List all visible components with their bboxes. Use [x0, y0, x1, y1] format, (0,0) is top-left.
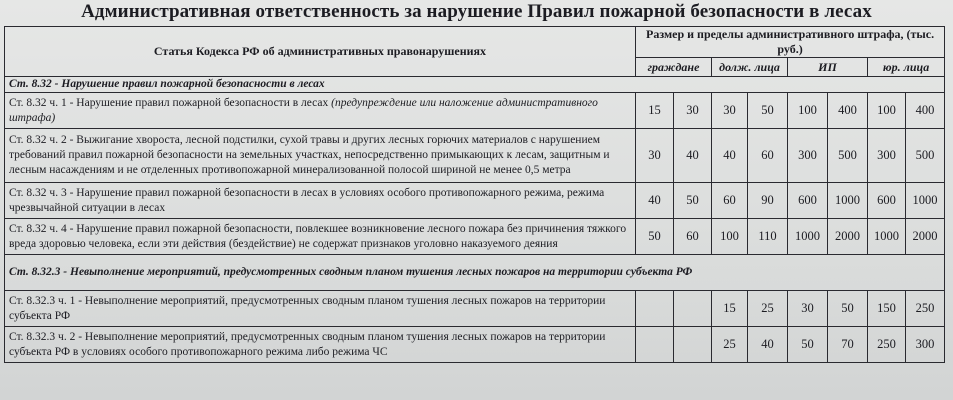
fine-officials-min: 60	[712, 183, 748, 219]
fine-legal-max: 250	[906, 291, 945, 327]
subheader-citizens: граждане	[636, 58, 712, 77]
fine-legal-min: 100	[868, 93, 906, 129]
fine-entrepreneurs-min: 1000	[788, 219, 828, 255]
article-description: Ст. 8.32.3 ч. 1 - Невыполнение мероприятий, предусмотренных сводным планом тушения лесных пожаров на территории субъекта РФ	[5, 291, 636, 327]
subheader-legal-entities: юр. лица	[868, 58, 945, 77]
fine-entrepreneurs-min: 600	[788, 183, 828, 219]
fine-legal-max: 500	[906, 129, 945, 183]
article-column-header: Статья Кодекса РФ об административных правонарушениях	[5, 27, 636, 77]
fine-citizens-min: 30	[636, 129, 674, 183]
fine-entrepreneurs-min: 100	[788, 93, 828, 129]
article-note: (предупреждение или наложение административного штрафа)	[9, 96, 598, 124]
fine-citizens-max	[674, 327, 712, 363]
fine-legal-max: 400	[906, 93, 945, 129]
article-description: Ст. 8.32 ч. 4 - Нарушение правил пожарной безопасности, повлекшее возникновение лесного пожара без причинения тяжкого вреда здоровью человека, если эти действия (бездействие) не содержат признаков уголовно наказуемого деяния	[5, 219, 636, 255]
section-title: Ст. 8.32.3 - Невыполнение мероприятий, предусмотренных сводным планом тушения лесных пожаров на территории субъекта РФ	[5, 255, 945, 291]
fine-entrepreneurs-min: 300	[788, 129, 828, 183]
table-row	[5, 93, 945, 129]
article-description: Ст. 8.32 ч. 2 - Выжигание хвороста, лесной подстилки, сухой травы и других лесных горючих материалов с нарушением требований правил пожарной безопасности на земельных участках, непосредственно примыкающих к лесам, защитным и лесным насаждениям и не отделенных противопожарной минерализованной полосой шириной не менее 0,5 метра	[5, 129, 636, 183]
fine-legal-max: 300	[906, 327, 945, 363]
article-description: Ст. 8.32 ч. 1 - Нарушение правил пожарной безопасности в лесах (предупреждение или наложение административного штрафа)	[5, 93, 636, 129]
fine-officials-max: 25	[748, 291, 788, 327]
table-row	[5, 291, 945, 327]
fine-legal-min: 150	[868, 291, 906, 327]
fine-citizens-min	[636, 327, 674, 363]
fine-citizens-max: 40	[674, 129, 712, 183]
fine-officials-max: 50	[748, 93, 788, 129]
fine-officials-min: 15	[712, 291, 748, 327]
page-title: Административная ответственность за нарушение Правил пожарной безопасности в лесах	[81, 1, 872, 22]
table-row	[5, 129, 945, 183]
fines-table	[4, 26, 945, 363]
fine-legal-max: 1000	[906, 183, 945, 219]
fine-entrepreneurs-min: 50	[788, 327, 828, 363]
fine-citizens-min: 50	[636, 219, 674, 255]
fine-officials-min: 40	[712, 129, 748, 183]
fine-citizens-min: 15	[636, 93, 674, 129]
table-row	[5, 183, 945, 219]
fine-officials-max: 90	[748, 183, 788, 219]
fine-entrepreneurs-max: 400	[828, 93, 868, 129]
fine-citizens-max	[674, 291, 712, 327]
fine-entrepreneurs-max: 1000	[828, 183, 868, 219]
fine-legal-min: 1000	[868, 219, 906, 255]
fine-entrepreneurs-max: 2000	[828, 219, 868, 255]
fine-officials-max: 110	[748, 219, 788, 255]
section-title: Ст. 8.32 - Нарушение правил пожарной безопасности в лесах	[5, 77, 945, 93]
fine-column-header: Размер и пределы административного штрафа, (тыс. руб.)	[636, 27, 945, 58]
fine-citizens-min	[636, 291, 674, 327]
fine-legal-min: 250	[868, 327, 906, 363]
table-row	[5, 327, 945, 363]
fine-entrepreneurs-max: 500	[828, 129, 868, 183]
section-row	[5, 255, 945, 291]
fine-officials-min: 100	[712, 219, 748, 255]
fine-officials-min: 30	[712, 93, 748, 129]
article-description: Ст. 8.32 ч. 3 - Нарушение правил пожарной безопасности в лесах в условиях особого противопожарного режима, режима чрезвычайной ситуации в лесах	[5, 183, 636, 219]
fine-entrepreneurs-min: 30	[788, 291, 828, 327]
subheader-officials: долж. лица	[712, 58, 788, 77]
section-row	[5, 77, 945, 93]
fine-citizens-min: 40	[636, 183, 674, 219]
fine-citizens-max: 60	[674, 219, 712, 255]
fine-legal-min: 600	[868, 183, 906, 219]
fine-legal-min: 300	[868, 129, 906, 183]
fine-citizens-max: 30	[674, 93, 712, 129]
fine-entrepreneurs-max: 50	[828, 291, 868, 327]
fine-officials-max: 40	[748, 327, 788, 363]
table-row	[5, 219, 945, 255]
subheader-entrepreneurs: ИП	[788, 58, 868, 77]
fine-officials-min: 25	[712, 327, 748, 363]
article-description: Ст. 8.32.3 ч. 2 - Невыполнение мероприятий, предусмотренных сводным планом тушения лесных пожаров на территории субъекта РФ в условиях особого противопожарного режима либо режима ЧС	[5, 327, 636, 363]
fine-officials-max: 60	[748, 129, 788, 183]
fine-entrepreneurs-max: 70	[828, 327, 868, 363]
fine-legal-max: 2000	[906, 219, 945, 255]
fine-citizens-max: 50	[674, 183, 712, 219]
